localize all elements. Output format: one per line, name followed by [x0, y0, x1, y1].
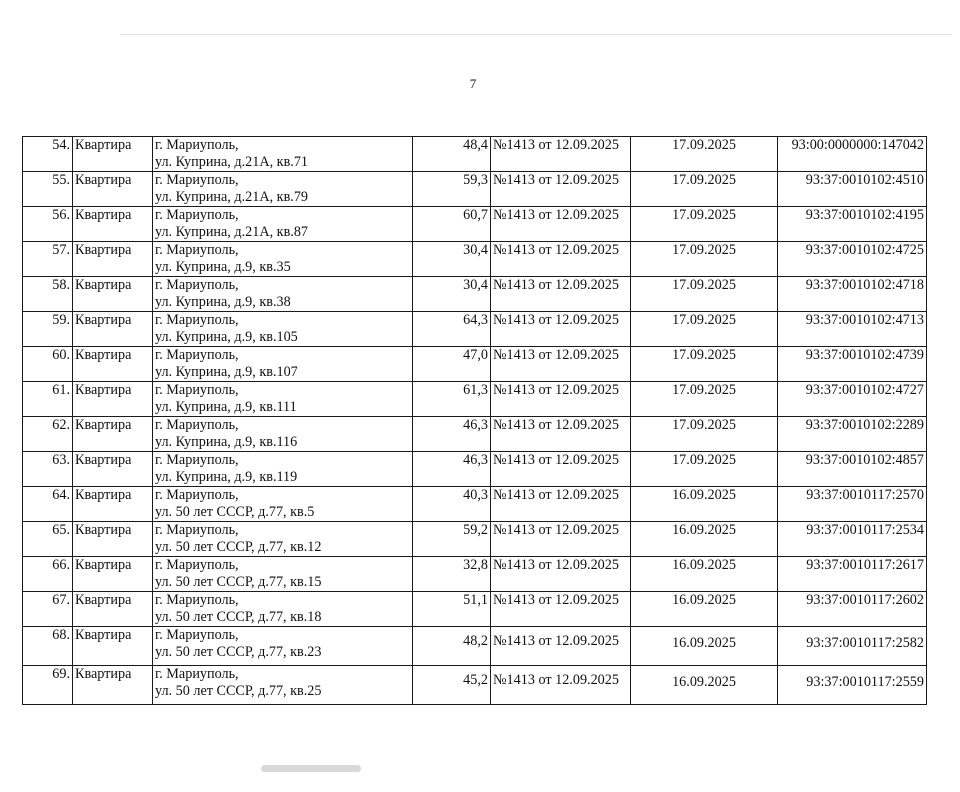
table-row: [23, 666, 927, 705]
table-row: [23, 172, 927, 207]
area-cell: 60,7: [413, 207, 491, 242]
address-city: г. Мариуполь,: [155, 242, 239, 258]
address-street: ул. 50 лет СССР, д.77, кв.12: [155, 539, 322, 555]
decision-cell: №1413 от 12.09.2025: [491, 137, 631, 172]
address-city: г. Мариуполь,: [155, 382, 239, 398]
area-cell: 51,1: [413, 592, 491, 627]
date-cell: 17.09.2025: [631, 242, 778, 277]
table-row: [23, 627, 927, 666]
property-registry-table: [22, 136, 927, 705]
property-type-cell: Квартира: [73, 347, 153, 382]
cadastral-number-cell: 93:37:0010117:2602: [778, 592, 927, 627]
property-type-cell: Квартира: [73, 382, 153, 417]
row-number-cell: 69.: [23, 666, 73, 705]
date-cell: 16.09.2025: [631, 487, 778, 522]
address-cell: [153, 592, 413, 627]
row-number-cell: 68.: [23, 627, 73, 666]
table-row: [23, 137, 927, 172]
decision-cell: №1413 от 12.09.2025: [491, 487, 631, 522]
row-number-cell: 55.: [23, 172, 73, 207]
horizontal-scrollbar-thumb[interactable]: [261, 765, 361, 772]
address-cell: [153, 452, 413, 487]
decision-cell: №1413 от 12.09.2025: [491, 172, 631, 207]
decision-cell: №1413 от 12.09.2025: [491, 312, 631, 347]
table-row: [23, 347, 927, 382]
cadastral-number-cell: 93:37:0010102:4510: [778, 172, 927, 207]
decision-cell: №1413 от 12.09.2025: [491, 417, 631, 452]
table-row: [23, 242, 927, 277]
property-type-cell: Квартира: [73, 242, 153, 277]
table-row: [23, 487, 927, 522]
date-cell: 17.09.2025: [631, 137, 778, 172]
cadastral-number-cell: 93:37:0010117:2617: [778, 557, 927, 592]
address-street: ул. Куприна, д.9, кв.38: [155, 294, 291, 310]
area-cell: 30,4: [413, 277, 491, 312]
row-number-cell: 62.: [23, 417, 73, 452]
address-cell: [153, 487, 413, 522]
decision-cell: №1413 от 12.09.2025: [491, 207, 631, 242]
property-type-cell: Квартира: [73, 666, 153, 705]
area-cell: 64,3: [413, 312, 491, 347]
table-row: [23, 277, 927, 312]
address-cell: [153, 666, 413, 705]
date-cell: 16.09.2025: [631, 627, 778, 666]
cadastral-number-cell: 93:37:0010102:4718: [778, 277, 927, 312]
address-city: г. Мариуполь,: [155, 627, 239, 643]
address-cell: [153, 137, 413, 172]
cadastral-number-cell: 93:37:0010102:2289: [778, 417, 927, 452]
row-number-cell: 59.: [23, 312, 73, 347]
row-number-cell: 63.: [23, 452, 73, 487]
address-cell: [153, 172, 413, 207]
row-number-cell: 58.: [23, 277, 73, 312]
cadastral-number-cell: 93:37:0010117:2534: [778, 522, 927, 557]
address-street: ул. 50 лет СССР, д.77, кв.18: [155, 609, 322, 625]
row-number-cell: 56.: [23, 207, 73, 242]
property-type-cell: Квартира: [73, 557, 153, 592]
address-city: г. Мариуполь,: [155, 137, 239, 153]
cadastral-number-cell: 93:37:0010102:4725: [778, 242, 927, 277]
table-row: [23, 207, 927, 242]
decision-cell: №1413 от 12.09.2025: [491, 242, 631, 277]
row-number-cell: 57.: [23, 242, 73, 277]
decision-cell: №1413 от 12.09.2025: [491, 347, 631, 382]
date-cell: 17.09.2025: [631, 417, 778, 452]
row-number-cell: 54.: [23, 137, 73, 172]
area-cell: 59,2: [413, 522, 491, 557]
page-number: 7: [469, 76, 477, 91]
address-city: г. Мариуполь,: [155, 666, 239, 682]
date-cell: 17.09.2025: [631, 172, 778, 207]
address-street: ул. 50 лет СССР, д.77, кв.5: [155, 504, 315, 520]
decision-cell: №1413 от 12.09.2025: [491, 666, 631, 705]
address-street: ул. Куприна, д.21А, кв.79: [155, 189, 309, 205]
date-cell: 17.09.2025: [631, 277, 778, 312]
address-street: ул. 50 лет СССР, д.77, кв.15: [155, 574, 322, 590]
property-type-cell: Квартира: [73, 312, 153, 347]
date-cell: 17.09.2025: [631, 207, 778, 242]
cadastral-number-cell: 93:37:0010117:2559: [778, 666, 927, 705]
area-cell: 48,4: [413, 137, 491, 172]
property-type-cell: Квартира: [73, 627, 153, 666]
address-city: г. Мариуполь,: [155, 522, 239, 538]
date-cell: 17.09.2025: [631, 347, 778, 382]
address-city: г. Мариуполь,: [155, 417, 239, 433]
cadastral-number-cell: 93:37:0010102:4727: [778, 382, 927, 417]
property-type-cell: Квартира: [73, 592, 153, 627]
date-cell: 16.09.2025: [631, 592, 778, 627]
table-row: [23, 382, 927, 417]
decision-cell: №1413 от 12.09.2025: [491, 592, 631, 627]
property-type-cell: Квартира: [73, 487, 153, 522]
date-cell: 16.09.2025: [631, 666, 778, 705]
table-row: [23, 312, 927, 347]
cadastral-number-cell: 93:37:0010117:2570: [778, 487, 927, 522]
date-cell: 17.09.2025: [631, 312, 778, 347]
property-type-cell: Квартира: [73, 522, 153, 557]
address-cell: [153, 557, 413, 592]
address-city: г. Мариуполь,: [155, 557, 239, 573]
address-street: ул. Куприна, д.9, кв.107: [155, 364, 298, 380]
address-street: ул. Куприна, д.9, кв.111: [155, 399, 297, 415]
decision-cell: №1413 от 12.09.2025: [491, 522, 631, 557]
address-city: г. Мариуполь,: [155, 312, 239, 328]
address-street: ул. 50 лет СССР, д.77, кв.25: [155, 683, 322, 699]
address-street: ул. Куприна, д.9, кв.35: [155, 259, 291, 275]
area-cell: 48,2: [413, 627, 491, 666]
decision-cell: №1413 от 12.09.2025: [491, 277, 631, 312]
area-cell: 30,4: [413, 242, 491, 277]
table-row: [23, 592, 927, 627]
decision-cell: №1413 от 12.09.2025: [491, 382, 631, 417]
address-cell: [153, 417, 413, 452]
decision-cell: №1413 от 12.09.2025: [491, 627, 631, 666]
date-cell: 17.09.2025: [631, 382, 778, 417]
area-cell: 47,0: [413, 347, 491, 382]
address-street: ул. 50 лет СССР, д.77, кв.23: [155, 644, 322, 660]
address-cell: [153, 242, 413, 277]
date-cell: 16.09.2025: [631, 557, 778, 592]
registry-table-body: [23, 137, 927, 705]
property-type-cell: Квартира: [73, 172, 153, 207]
address-cell: [153, 312, 413, 347]
cadastral-number-cell: 93:37:0010102:4713: [778, 312, 927, 347]
cadastral-number-cell: 93:37:0010117:2582: [778, 627, 927, 666]
table-row: [23, 417, 927, 452]
property-type-cell: Квартира: [73, 277, 153, 312]
address-city: г. Мариуполь,: [155, 172, 239, 188]
address-cell: [153, 277, 413, 312]
property-type-cell: Квартира: [73, 417, 153, 452]
address-city: г. Мариуполь,: [155, 277, 239, 293]
decision-cell: №1413 от 12.09.2025: [491, 557, 631, 592]
area-cell: 45,2: [413, 666, 491, 705]
address-city: г. Мариуполь,: [155, 487, 239, 503]
row-number-cell: 65.: [23, 522, 73, 557]
cadastral-number-cell: 93:00:0000000:147042: [778, 137, 927, 172]
property-type-cell: Квартира: [73, 207, 153, 242]
address-street: ул. Куприна, д.9, кв.119: [155, 469, 298, 485]
row-number-cell: 67.: [23, 592, 73, 627]
address-street: ул. Куприна, д.9, кв.105: [155, 329, 298, 345]
property-type-cell: Квартира: [73, 452, 153, 487]
address-cell: [153, 382, 413, 417]
cadastral-number-cell: 93:37:0010102:4195: [778, 207, 927, 242]
row-number-cell: 60.: [23, 347, 73, 382]
address-city: г. Мариуполь,: [155, 347, 239, 363]
address-cell: [153, 627, 413, 666]
address-cell: [153, 207, 413, 242]
address-cell: [153, 347, 413, 382]
table-row: [23, 557, 927, 592]
property-type-cell: Квартира: [73, 137, 153, 172]
date-cell: 17.09.2025: [631, 452, 778, 487]
row-number-cell: 61.: [23, 382, 73, 417]
row-number-cell: 64.: [23, 487, 73, 522]
area-cell: 61,3: [413, 382, 491, 417]
address-cell: [153, 522, 413, 557]
area-cell: 46,3: [413, 452, 491, 487]
address-city: г. Мариуполь,: [155, 207, 239, 223]
address-street: ул. Куприна, д.9, кв.116: [155, 434, 298, 450]
page-top-rule: [120, 34, 952, 35]
area-cell: 32,8: [413, 557, 491, 592]
table-row: [23, 522, 927, 557]
cadastral-number-cell: 93:37:0010102:4857: [778, 452, 927, 487]
area-cell: 40,3: [413, 487, 491, 522]
area-cell: 59,3: [413, 172, 491, 207]
address-street: ул. Куприна, д.21А, кв.87: [155, 224, 309, 240]
area-cell: 46,3: [413, 417, 491, 452]
address-city: г. Мариуполь,: [155, 452, 239, 468]
table-row: [23, 452, 927, 487]
date-cell: 16.09.2025: [631, 522, 778, 557]
row-number-cell: 66.: [23, 557, 73, 592]
address-city: г. Мариуполь,: [155, 592, 239, 608]
address-street: ул. Куприна, д.21А, кв.71: [155, 154, 309, 170]
decision-cell: №1413 от 12.09.2025: [491, 452, 631, 487]
cadastral-number-cell: 93:37:0010102:4739: [778, 347, 927, 382]
